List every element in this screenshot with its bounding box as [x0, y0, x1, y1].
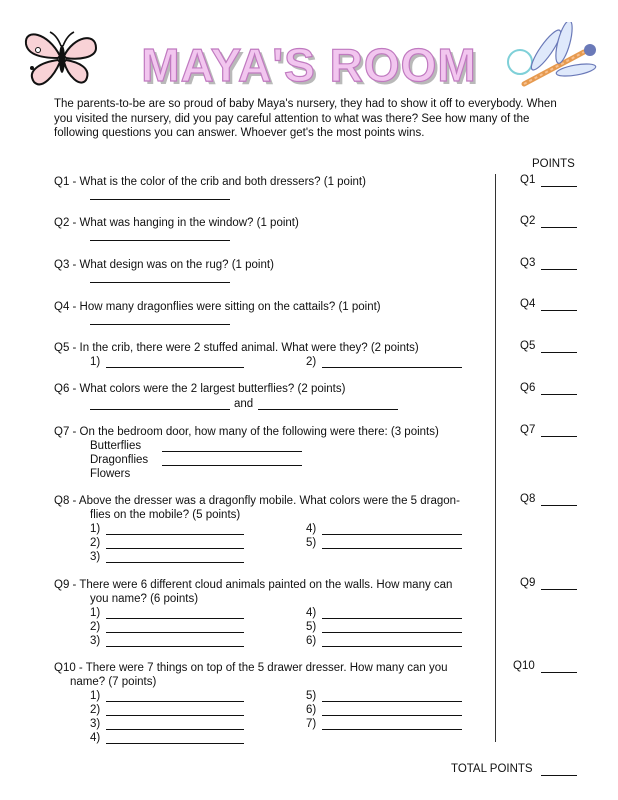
answer-number: 4)	[306, 607, 317, 619]
answer-line[interactable]	[90, 409, 230, 410]
answer-line[interactable]	[322, 534, 462, 535]
q7-item-flowers: Flowers	[90, 468, 131, 480]
answer-line[interactable]	[90, 199, 230, 200]
answer-line[interactable]	[106, 743, 244, 744]
answer-number: 2)	[90, 537, 101, 549]
answer-number: 5)	[306, 537, 317, 549]
answer-number: 3)	[90, 551, 101, 563]
answer-line[interactable]	[162, 451, 302, 452]
answer-number: 3)	[90, 718, 101, 730]
total-points-label: TOTAL POINTS	[451, 763, 533, 775]
answer-number: 4)	[90, 732, 101, 744]
points-q6-field[interactable]	[541, 394, 577, 395]
answer-number: 1)	[90, 607, 101, 619]
answer-line[interactable]	[106, 715, 244, 716]
answer-line[interactable]	[322, 632, 462, 633]
and-label: and	[234, 398, 254, 410]
answer-number: 6)	[306, 704, 317, 716]
question-9: Q9 - There were 6 different cloud animals painted on the walls. How many can	[54, 579, 453, 591]
question-10: Q10 - There were 7 things on top of the 5 drawer dresser. How many can you	[54, 662, 448, 674]
page-title: MAYA'S ROOM	[141, 39, 477, 91]
q7-item-dragonflies: Dragonflies	[90, 454, 149, 466]
answer-line[interactable]	[106, 646, 244, 647]
points-q7-label: Q7	[520, 424, 536, 436]
intro-paragraph: The parents-to-be are so proud of baby Maya's nursery, they had to show it off to everybody. When you visited the nursery, did you pay careful attention to what was there? See how many of the following questions you can answer. Whoever get's the most points wins.	[54, 98, 557, 139]
points-q9-field[interactable]	[541, 589, 577, 590]
answer-line[interactable]	[90, 282, 230, 283]
points-q1-label: Q1	[520, 174, 536, 186]
question-1: Q1 - What is the color of the crib and both dressers? (1 point)	[54, 176, 366, 188]
answer-line[interactable]	[106, 729, 244, 730]
answer-line[interactable]	[90, 240, 230, 241]
answer-line[interactable]	[90, 324, 230, 325]
answer-number: 1)	[90, 523, 101, 535]
question-9-cont: you name? (6 points)	[90, 593, 199, 605]
points-q10-field[interactable]	[541, 672, 577, 673]
question-2: Q2 - What was hanging in the window? (1 point)	[54, 217, 299, 229]
total-points-field[interactable]	[541, 775, 577, 776]
question-6: Q6 - What colors were the 2 largest butterflies? (2 points)	[54, 383, 346, 395]
points-q2-field[interactable]	[541, 227, 577, 228]
answer-line[interactable]	[258, 409, 398, 410]
question-7: Q7 - On the bedroom door, how many of the following were there: (3 points)	[54, 426, 439, 438]
points-q2-label: Q2	[520, 215, 536, 227]
points-q1-field[interactable]	[541, 186, 577, 187]
points-header: POINTS	[532, 158, 575, 170]
answer-line[interactable]	[106, 534, 244, 535]
answer-line[interactable]	[106, 548, 244, 549]
points-q9-label: Q9	[520, 577, 536, 589]
question-8: Q8 - Above the dresser was a dragonfly mobile. What colors were the 5 dragon-	[54, 495, 460, 507]
points-q3-field[interactable]	[541, 269, 577, 270]
points-q5-field[interactable]	[541, 352, 577, 353]
answer-number: 4)	[306, 523, 317, 535]
answer-number: 1)	[90, 690, 101, 702]
answer-number: 3)	[90, 635, 101, 647]
points-q4-label: Q4	[520, 298, 536, 310]
answer-number: 2)	[90, 704, 101, 716]
answer-number: 5)	[306, 690, 317, 702]
points-q4-field[interactable]	[541, 310, 577, 311]
answer-line[interactable]	[322, 701, 462, 702]
answer-number: 5)	[306, 621, 317, 633]
answer-line[interactable]	[106, 367, 244, 368]
answer-line[interactable]	[322, 729, 462, 730]
answer-number: 6)	[306, 635, 317, 647]
answer-line[interactable]	[106, 562, 244, 563]
question-5: Q5 - In the crib, there were 2 stuffed animal. What were they? (2 points)	[54, 342, 419, 354]
question-4: Q4 - How many dragonflies were sitting on the cattails? (1 point)	[54, 301, 381, 313]
column-divider	[495, 174, 496, 742]
points-q3-label: Q3	[520, 257, 536, 269]
answer-number: 1)	[90, 356, 101, 368]
answer-line[interactable]	[322, 618, 462, 619]
answer-line[interactable]	[322, 715, 462, 716]
question-10-cont: name? (7 points)	[70, 676, 157, 688]
question-8-cont: flies on the mobile? (5 points)	[90, 509, 241, 521]
points-q6-label: Q6	[520, 382, 536, 394]
points-q5-label: Q5	[520, 340, 536, 352]
answer-line[interactable]	[106, 618, 244, 619]
answer-line[interactable]	[162, 465, 302, 466]
points-q10-label: Q10	[513, 660, 535, 672]
answer-line[interactable]	[322, 548, 462, 549]
points-q8-label: Q8	[520, 493, 536, 505]
answer-line[interactable]	[106, 701, 244, 702]
answer-line[interactable]	[322, 367, 462, 368]
points-q8-field[interactable]	[541, 505, 577, 506]
answer-number: 2)	[90, 621, 101, 633]
answer-line[interactable]	[106, 632, 244, 633]
q7-item-butterflies: Butterflies	[90, 440, 142, 452]
answer-number: 7)	[306, 718, 317, 730]
points-q7-field[interactable]	[541, 436, 577, 437]
answer-number: 2)	[306, 356, 317, 368]
answer-line[interactable]	[322, 646, 462, 647]
question-3: Q3 - What design was on the rug? (1 point)	[54, 259, 274, 271]
